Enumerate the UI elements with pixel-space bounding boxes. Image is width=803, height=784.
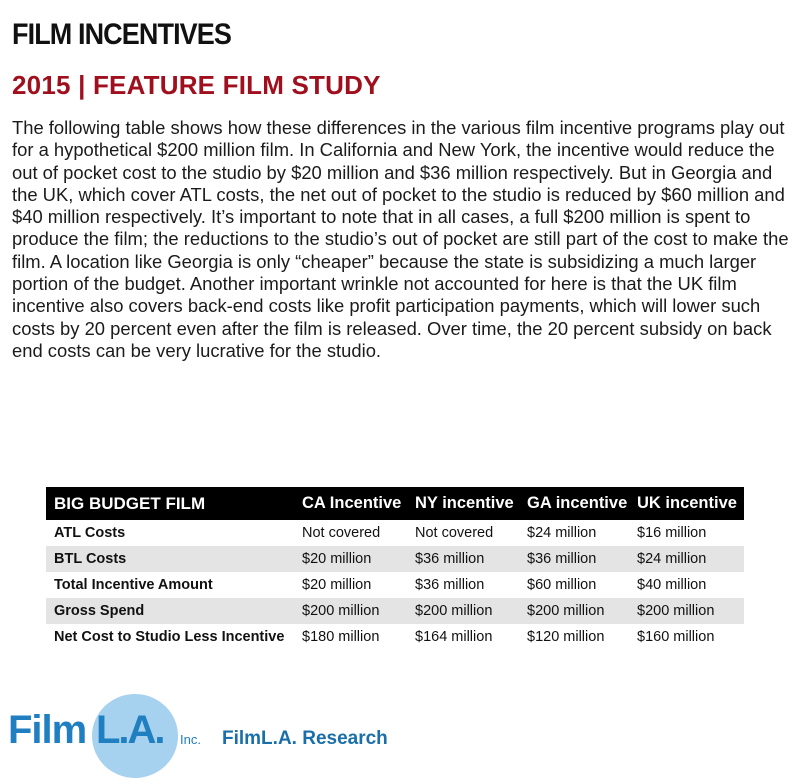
research-credit: FilmL.A. Research — [222, 728, 388, 749]
table-cell: $24 million — [527, 525, 597, 541]
page-title: FILM INCENTIVES — [12, 18, 232, 51]
table-cell: $200 million — [302, 603, 380, 619]
study-subtitle: 2015 | FEATURE FILM STUDY — [12, 70, 381, 100]
table-header — [46, 487, 744, 520]
row-label-total-incentive: Total Incentive Amount — [54, 577, 213, 593]
table-cell: $16 million — [637, 525, 707, 541]
table-cell: $20 million — [302, 551, 372, 567]
table-body — [46, 520, 744, 650]
logo-inc-text: Inc. — [180, 732, 201, 747]
row-label-net-cost: Net Cost to Studio Less Incentive — [54, 629, 285, 645]
header-ca-incentive: CA Incentive — [302, 494, 402, 512]
table-row — [46, 546, 744, 572]
table-cell: $160 million — [637, 629, 715, 645]
table-row — [46, 598, 744, 624]
table-cell: $120 million — [527, 629, 605, 645]
row-label-atl-costs: ATL Costs — [54, 525, 126, 541]
table-row — [46, 520, 744, 546]
table-cell: $200 million — [527, 603, 605, 619]
header-ga-incentive: GA incentive — [527, 494, 628, 512]
table-cell: $36 million — [527, 551, 597, 567]
table-cell: $180 million — [302, 629, 380, 645]
incentive-table — [46, 487, 744, 650]
header-ny-incentive: NY incentive — [415, 494, 514, 512]
table-cell: Not covered — [302, 525, 381, 541]
table-cell: $40 million — [637, 577, 707, 593]
logo-film-text: Film — [8, 708, 87, 752]
header-uk-incentive: UK incentive — [637, 494, 737, 512]
table-cell: $200 million — [637, 603, 715, 619]
header-big-budget-film: BIG BUDGET FILM — [54, 493, 206, 513]
logo-la-text: L.A. — [96, 708, 164, 752]
table-cell: $200 million — [415, 603, 493, 619]
table-cell: $36 million — [415, 577, 485, 593]
table-cell: $60 million — [527, 577, 597, 593]
table-row — [46, 572, 744, 598]
table-cell: $24 million — [637, 551, 707, 567]
table-cell: $36 million — [415, 551, 485, 567]
intro-paragraph: The following table shows how these differences in the various film incentive programs play out for a hypothetical $200 million film. In California and New York, the incentive would reduce the out of pocket cost to the studio by $20 million and $36 million respectively. But in Georgia and the UK, which cover ATL costs, the net out of pocket to the studio is reduced by $60 million and $40 million respectively. It’s important to note that in all cases, a full $200 million is spent to produce the film; the reductions to the studio’s out of pocket are still part of the cost to make the film. A location like Georgia is only “cheaper” because the state is subsidizing a much larger portion of the budget. Another important wrinkle not accounted for here is that the UK film incentive also covers back-end costs like profit participation payments, which will lower such costs by 20 percent even after the film is released. Over time, the 20 percent subsidy on back end costs can be very lucrative for the studio. — [12, 117, 789, 361]
row-label-gross-spend: Gross Spend — [54, 603, 145, 619]
table-cell: $164 million — [415, 629, 493, 645]
table-cell: $20 million — [302, 577, 372, 593]
table-cell: Not covered — [415, 525, 494, 541]
incentive-table-container — [46, 487, 744, 650]
table-header-row — [46, 487, 744, 520]
row-label-btl-costs: BTL Costs — [54, 551, 127, 567]
table-row — [46, 624, 744, 650]
filmla-logo — [8, 690, 208, 780]
